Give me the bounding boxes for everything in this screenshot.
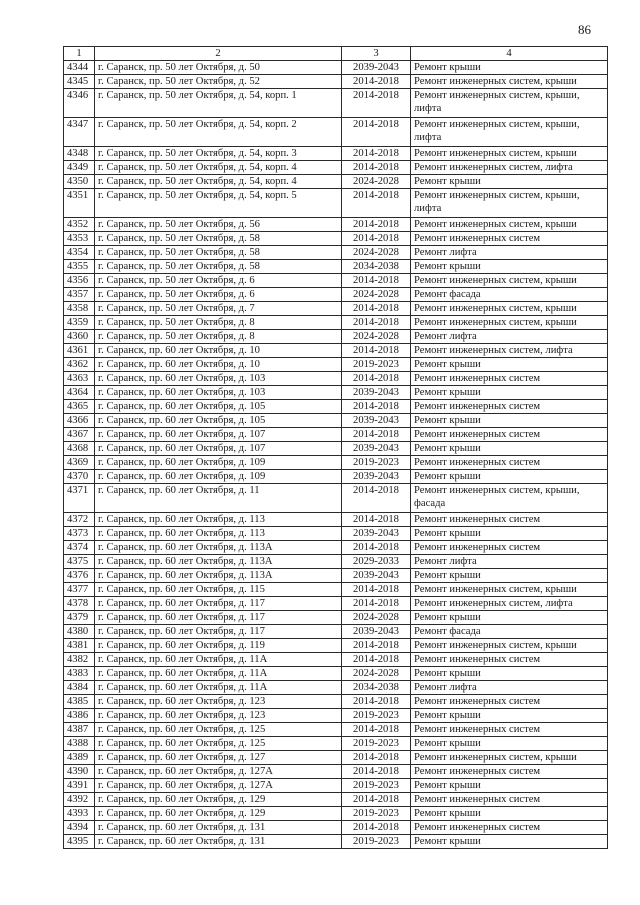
row-number: 4386 (64, 709, 95, 723)
row-address: г. Саранск, пр. 50 лет Октября, д. 8 (95, 316, 342, 330)
table-row (64, 597, 608, 611)
row-work-type: Ремонт инженерных систем (411, 541, 608, 555)
row-work-type: Ремонт инженерных систем, крыши (411, 639, 608, 653)
row-period: 2014-2018 (342, 723, 411, 737)
row-period: 2014-2018 (342, 161, 411, 175)
row-number: 4376 (64, 569, 95, 583)
row-number: 4391 (64, 779, 95, 793)
row-address: г. Саранск, пр. 50 лет Октября, д. 58 (95, 260, 342, 274)
page-number: 86 (578, 22, 591, 37)
row-period: 2014-2018 (342, 583, 411, 597)
row-work-type: Ремонт инженерных систем, крыши, лифта (411, 189, 608, 218)
row-work-type: Ремонт крыши (411, 61, 608, 75)
row-number: 4392 (64, 793, 95, 807)
table-row (64, 316, 608, 330)
row-address: г. Саранск, пр. 50 лет Октября, д. 56 (95, 218, 342, 232)
row-work-type: Ремонт инженерных систем, крыши (411, 751, 608, 765)
row-number: 4355 (64, 260, 95, 274)
row-work-type: Ремонт крыши (411, 737, 608, 751)
table-row (64, 779, 608, 793)
table-row (64, 89, 608, 118)
table-row (64, 639, 608, 653)
row-number: 4352 (64, 218, 95, 232)
row-number: 4385 (64, 695, 95, 709)
table-row (64, 527, 608, 541)
row-address: г. Саранск, пр. 60 лет Октября, д. 103 (95, 386, 342, 400)
row-period: 2014-2018 (342, 218, 411, 232)
row-address: г. Саранск, пр. 60 лет Октября, д. 117 (95, 625, 342, 639)
table-row (64, 246, 608, 260)
row-period: 2014-2018 (342, 147, 411, 161)
row-work-type: Ремонт инженерных систем (411, 232, 608, 246)
row-period: 2034-2038 (342, 260, 411, 274)
table-row (64, 765, 608, 779)
row-number: 4365 (64, 400, 95, 414)
row-work-type: Ремонт инженерных систем (411, 765, 608, 779)
row-address: г. Саранск, пр. 60 лет Октября, д. 11А (95, 667, 342, 681)
row-work-type: Ремонт инженерных систем, крыши (411, 218, 608, 232)
row-address: г. Саранск, пр. 60 лет Октября, д. 11А (95, 681, 342, 695)
row-address: г. Саранск, пр. 60 лет Октября, д. 11А (95, 653, 342, 667)
row-work-type: Ремонт инженерных систем (411, 793, 608, 807)
row-period: 2024-2028 (342, 667, 411, 681)
row-work-type: Ремонт крыши (411, 442, 608, 456)
row-period: 2024-2028 (342, 611, 411, 625)
row-work-type: Ремонт инженерных систем, крыши (411, 583, 608, 597)
row-address: г. Саранск, пр. 50 лет Октября, д. 54, корп. 3 (95, 147, 342, 161)
table-row (64, 260, 608, 274)
row-work-type: Ремонт инженерных систем (411, 821, 608, 835)
row-number: 4381 (64, 639, 95, 653)
row-work-type: Ремонт крыши (411, 260, 608, 274)
row-work-type: Ремонт крыши (411, 414, 608, 428)
row-period: 2014-2018 (342, 484, 411, 513)
table-row (64, 695, 608, 709)
row-address: г. Саранск, пр. 60 лет Октября, д. 10 (95, 344, 342, 358)
row-period: 2014-2018 (342, 653, 411, 667)
row-address: г. Саранск, пр. 60 лет Октября, д. 123 (95, 695, 342, 709)
row-number: 4346 (64, 89, 95, 118)
row-period: 2014-2018 (342, 751, 411, 765)
row-period: 2014-2018 (342, 75, 411, 89)
row-period: 2039-2043 (342, 527, 411, 541)
repair-schedule-table (63, 46, 608, 849)
row-number: 4394 (64, 821, 95, 835)
table-row (64, 555, 608, 569)
row-number: 4344 (64, 61, 95, 75)
table-row (64, 835, 608, 849)
row-number: 4395 (64, 835, 95, 849)
table-row (64, 189, 608, 218)
row-address: г. Саранск, пр. 60 лет Октября, д. 109 (95, 470, 342, 484)
row-number: 4373 (64, 527, 95, 541)
table-row (64, 175, 608, 189)
table-body (64, 61, 608, 849)
table-row (64, 372, 608, 386)
column-header: 4 (411, 47, 608, 61)
row-period: 2014-2018 (342, 428, 411, 442)
table-row (64, 161, 608, 175)
row-number: 4358 (64, 302, 95, 316)
column-header: 2 (95, 47, 342, 61)
row-number: 4375 (64, 555, 95, 569)
table-row (64, 218, 608, 232)
row-address: г. Саранск, пр. 50 лет Октября, д. 54, корп. 4 (95, 161, 342, 175)
row-period: 2024-2028 (342, 330, 411, 344)
row-work-type: Ремонт инженерных систем, крыши (411, 302, 608, 316)
table-row (64, 75, 608, 89)
table-row (64, 232, 608, 246)
row-work-type: Ремонт лифта (411, 555, 608, 569)
table-row (64, 751, 608, 765)
row-work-type: Ремонт лифта (411, 681, 608, 695)
row-period: 2014-2018 (342, 89, 411, 118)
row-work-type: Ремонт инженерных систем (411, 428, 608, 442)
row-address: г. Саранск, пр. 50 лет Октября, д. 54, корп. 5 (95, 189, 342, 218)
row-address: г. Саранск, пр. 60 лет Октября, д. 125 (95, 723, 342, 737)
row-period: 2039-2043 (342, 414, 411, 428)
row-period: 2019-2023 (342, 779, 411, 793)
row-address: г. Саранск, пр. 60 лет Октября, д. 113А (95, 555, 342, 569)
table-row (64, 625, 608, 639)
row-number: 4364 (64, 386, 95, 400)
row-number: 4388 (64, 737, 95, 751)
table-row (64, 821, 608, 835)
row-period: 2019-2023 (342, 456, 411, 470)
row-address: г. Саранск, пр. 60 лет Октября, д. 125 (95, 737, 342, 751)
row-number: 4353 (64, 232, 95, 246)
row-address: г. Саранск, пр. 50 лет Октября, д. 54, корп. 4 (95, 175, 342, 189)
table-row (64, 653, 608, 667)
row-work-type: Ремонт инженерных систем, крыши, лифта (411, 118, 608, 147)
row-work-type: Ремонт инженерных систем (411, 653, 608, 667)
row-work-type: Ремонт инженерных систем, крыши, фасада (411, 484, 608, 513)
row-number: 4374 (64, 541, 95, 555)
column-header: 3 (342, 47, 411, 61)
row-work-type: Ремонт крыши (411, 807, 608, 821)
row-address: г. Саранск, пр. 60 лет Октября, д. 129 (95, 793, 342, 807)
table-row (64, 681, 608, 695)
table-row (64, 793, 608, 807)
row-address: г. Саранск, пр. 60 лет Октября, д. 127 (95, 751, 342, 765)
row-number: 4357 (64, 288, 95, 302)
row-number: 4345 (64, 75, 95, 89)
row-work-type: Ремонт фасада (411, 625, 608, 639)
row-period: 2014-2018 (342, 372, 411, 386)
row-period: 2014-2018 (342, 232, 411, 246)
row-address: г. Саранск, пр. 50 лет Октября, д. 54, корп. 1 (95, 89, 342, 118)
row-work-type: Ремонт крыши (411, 667, 608, 681)
row-work-type: Ремонт фасада (411, 288, 608, 302)
row-address: г. Саранск, пр. 60 лет Октября, д. 123 (95, 709, 342, 723)
row-work-type: Ремонт крыши (411, 175, 608, 189)
row-work-type: Ремонт инженерных систем, крыши (411, 147, 608, 161)
row-address: г. Саранск, пр. 50 лет Октября, д. 52 (95, 75, 342, 89)
row-address: г. Саранск, пр. 60 лет Октября, д. 127А (95, 779, 342, 793)
table-row (64, 709, 608, 723)
row-period: 2039-2043 (342, 61, 411, 75)
table-row (64, 428, 608, 442)
row-address: г. Саранск, пр. 60 лет Октября, д. 11 (95, 484, 342, 513)
row-work-type: Ремонт инженерных систем, крыши, лифта (411, 89, 608, 118)
row-period: 2019-2023 (342, 807, 411, 821)
row-work-type: Ремонт инженерных систем (411, 695, 608, 709)
row-number: 4351 (64, 189, 95, 218)
table-row (64, 358, 608, 372)
row-work-type: Ремонт лифта (411, 246, 608, 260)
row-work-type: Ремонт лифта (411, 330, 608, 344)
row-number: 4368 (64, 442, 95, 456)
row-address: г. Саранск, пр. 60 лет Октября, д. 113А (95, 569, 342, 583)
table-row (64, 302, 608, 316)
table-row (64, 118, 608, 147)
row-number: 4356 (64, 274, 95, 288)
row-period: 2039-2043 (342, 625, 411, 639)
row-period: 2024-2028 (342, 175, 411, 189)
row-period: 2014-2018 (342, 765, 411, 779)
table-row (64, 456, 608, 470)
row-number: 4363 (64, 372, 95, 386)
row-period: 2024-2028 (342, 288, 411, 302)
row-period: 2014-2018 (342, 344, 411, 358)
row-work-type: Ремонт крыши (411, 709, 608, 723)
row-period: 2014-2018 (342, 793, 411, 807)
row-period: 2039-2043 (342, 569, 411, 583)
table-row (64, 723, 608, 737)
row-period: 2014-2018 (342, 695, 411, 709)
row-work-type: Ремонт инженерных систем, крыши (411, 316, 608, 330)
row-period: 2039-2043 (342, 442, 411, 456)
row-number: 4379 (64, 611, 95, 625)
table-row (64, 344, 608, 358)
row-number: 4367 (64, 428, 95, 442)
table-row (64, 569, 608, 583)
row-number: 4384 (64, 681, 95, 695)
row-period: 2019-2023 (342, 358, 411, 372)
row-period: 2014-2018 (342, 302, 411, 316)
row-work-type: Ремонт крыши (411, 611, 608, 625)
row-number: 4350 (64, 175, 95, 189)
row-number: 4349 (64, 161, 95, 175)
row-period: 2014-2018 (342, 639, 411, 653)
row-work-type: Ремонт инженерных систем, лифта (411, 344, 608, 358)
row-address: г. Саранск, пр. 60 лет Октября, д. 115 (95, 583, 342, 597)
row-number: 4347 (64, 118, 95, 147)
table-row (64, 386, 608, 400)
row-work-type: Ремонт инженерных систем, лифта (411, 161, 608, 175)
row-number: 4370 (64, 470, 95, 484)
row-number: 4359 (64, 316, 95, 330)
row-period: 2024-2028 (342, 246, 411, 260)
row-number: 4380 (64, 625, 95, 639)
row-work-type: Ремонт крыши (411, 779, 608, 793)
row-number: 4360 (64, 330, 95, 344)
row-address: г. Саранск, пр. 60 лет Октября, д. 129 (95, 807, 342, 821)
row-period: 2039-2043 (342, 470, 411, 484)
row-number: 4382 (64, 653, 95, 667)
row-work-type: Ремонт инженерных систем (411, 723, 608, 737)
row-address: г. Саранск, пр. 60 лет Октября, д. 103 (95, 372, 342, 386)
row-address: г. Саранск, пр. 60 лет Октября, д. 109 (95, 456, 342, 470)
table-row (64, 288, 608, 302)
table-row (64, 737, 608, 751)
row-number: 4371 (64, 484, 95, 513)
table-row (64, 583, 608, 597)
row-period: 2014-2018 (342, 541, 411, 555)
row-period: 2019-2023 (342, 737, 411, 751)
row-address: г. Саранск, пр. 60 лет Октября, д. 117 (95, 611, 342, 625)
table-row (64, 61, 608, 75)
table-row (64, 442, 608, 456)
table-row (64, 513, 608, 527)
table-row (64, 667, 608, 681)
row-period: 2014-2018 (342, 821, 411, 835)
table-row (64, 330, 608, 344)
row-number: 4389 (64, 751, 95, 765)
row-period: 2039-2043 (342, 386, 411, 400)
row-address: г. Саранск, пр. 60 лет Октября, д. 131 (95, 821, 342, 835)
column-header: 1 (64, 47, 95, 61)
row-work-type: Ремонт крыши (411, 527, 608, 541)
row-work-type: Ремонт крыши (411, 358, 608, 372)
row-number: 4369 (64, 456, 95, 470)
table-row (64, 484, 608, 513)
row-address: г. Саранск, пр. 60 лет Октября, д. 107 (95, 428, 342, 442)
row-address: г. Саранск, пр. 60 лет Октября, д. 107 (95, 442, 342, 456)
row-address: г. Саранск, пр. 60 лет Октября, д. 105 (95, 400, 342, 414)
row-number: 4390 (64, 765, 95, 779)
table-row (64, 470, 608, 484)
row-work-type: Ремонт крыши (411, 386, 608, 400)
row-work-type: Ремонт крыши (411, 835, 608, 849)
row-address: г. Саранск, пр. 60 лет Октября, д. 119 (95, 639, 342, 653)
row-work-type: Ремонт инженерных систем (411, 513, 608, 527)
row-work-type: Ремонт инженерных систем (411, 400, 608, 414)
row-address: г. Саранск, пр. 50 лет Октября, д. 58 (95, 232, 342, 246)
row-number: 4383 (64, 667, 95, 681)
row-address: г. Саранск, пр. 50 лет Октября, д. 6 (95, 274, 342, 288)
row-number: 4393 (64, 807, 95, 821)
table-row (64, 147, 608, 161)
row-address: г. Саранск, пр. 60 лет Октября, д. 10 (95, 358, 342, 372)
row-address: г. Саранск, пр. 60 лет Октября, д. 117 (95, 597, 342, 611)
table-row (64, 807, 608, 821)
row-work-type: Ремонт крыши (411, 470, 608, 484)
row-address: г. Саранск, пр. 50 лет Октября, д. 6 (95, 288, 342, 302)
row-period: 2019-2023 (342, 709, 411, 723)
row-period: 2014-2018 (342, 513, 411, 527)
table-row (64, 274, 608, 288)
row-address: г. Саранск, пр. 60 лет Октября, д. 113А (95, 541, 342, 555)
row-address: г. Саранск, пр. 60 лет Октября, д. 113 (95, 527, 342, 541)
row-number: 4372 (64, 513, 95, 527)
row-address: г. Саранск, пр. 60 лет Октября, д. 113 (95, 513, 342, 527)
row-address: г. Саранск, пр. 50 лет Октября, д. 54, корп. 2 (95, 118, 342, 147)
row-address: г. Саранск, пр. 50 лет Октября, д. 8 (95, 330, 342, 344)
row-address: г. Саранск, пр. 60 лет Октября, д. 131 (95, 835, 342, 849)
row-address: г. Саранск, пр. 50 лет Октября, д. 7 (95, 302, 342, 316)
table-row (64, 400, 608, 414)
row-period: 2029-2033 (342, 555, 411, 569)
row-period: 2014-2018 (342, 400, 411, 414)
table-row (64, 611, 608, 625)
row-work-type: Ремонт инженерных систем (411, 456, 608, 470)
row-number: 4387 (64, 723, 95, 737)
row-period: 2014-2018 (342, 316, 411, 330)
row-number: 4366 (64, 414, 95, 428)
row-period: 2014-2018 (342, 274, 411, 288)
table-row (64, 414, 608, 428)
row-number: 4354 (64, 246, 95, 260)
row-number: 4348 (64, 147, 95, 161)
row-number: 4362 (64, 358, 95, 372)
row-number: 4377 (64, 583, 95, 597)
row-address: г. Саранск, пр. 60 лет Октября, д. 105 (95, 414, 342, 428)
row-address: г. Саранск, пр. 50 лет Октября, д. 58 (95, 246, 342, 260)
row-period: 2014-2018 (342, 597, 411, 611)
row-number: 4378 (64, 597, 95, 611)
row-period: 2019-2023 (342, 835, 411, 849)
row-address: г. Саранск, пр. 50 лет Октября, д. 50 (95, 61, 342, 75)
row-address: г. Саранск, пр. 60 лет Октября, д. 127А (95, 765, 342, 779)
row-work-type: Ремонт инженерных систем, лифта (411, 597, 608, 611)
row-period: 2014-2018 (342, 118, 411, 147)
row-number: 4361 (64, 344, 95, 358)
row-work-type: Ремонт инженерных систем (411, 372, 608, 386)
table-row (64, 541, 608, 555)
row-work-type: Ремонт инженерных систем, крыши (411, 75, 608, 89)
table-header-row (64, 47, 608, 61)
row-period: 2014-2018 (342, 189, 411, 218)
row-period: 2034-2038 (342, 681, 411, 695)
row-work-type: Ремонт инженерных систем, крыши (411, 274, 608, 288)
row-work-type: Ремонт крыши (411, 569, 608, 583)
